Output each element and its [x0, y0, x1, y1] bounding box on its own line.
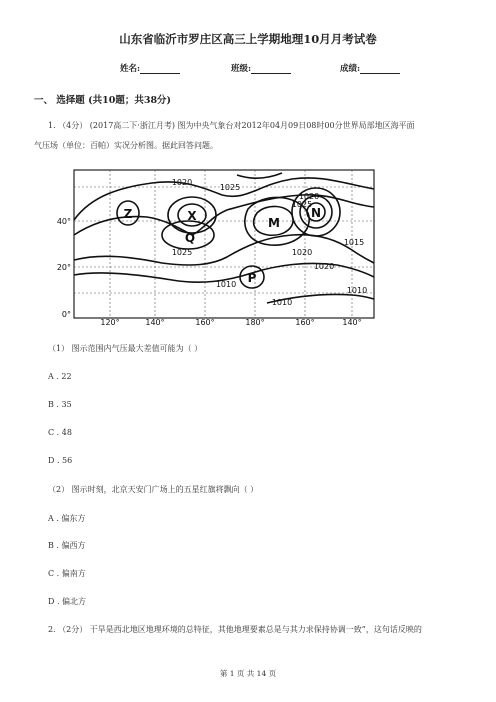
center-m: M	[268, 216, 280, 230]
option-1c: C . 48	[48, 428, 72, 437]
center-z: Z	[123, 207, 133, 221]
option-1d: D . 56	[48, 456, 73, 465]
class-blank	[251, 64, 291, 74]
name-blank	[140, 64, 180, 74]
score-blank	[360, 64, 400, 74]
lon-label: 180°	[245, 318, 265, 325]
name-label: 姓名:	[120, 64, 141, 74]
center-q: Q	[184, 231, 196, 245]
score-field	[340, 62, 400, 74]
option-2a: A . 偏东方	[48, 514, 86, 523]
option-2c: C . 偏南方	[48, 569, 86, 578]
isobar-label: 1020	[291, 248, 313, 257]
isobar-label: 1025	[219, 183, 241, 192]
center-n: N	[310, 206, 322, 220]
lat-label: 0°	[61, 310, 71, 319]
isobar-label: 1025	[171, 248, 193, 257]
isobar-label: 1010	[215, 280, 237, 289]
isobar-label: 1020	[171, 178, 193, 187]
page-footer: 第 1 页 共 14 页	[219, 669, 277, 678]
lat-label: 40°	[56, 217, 71, 226]
lon-label: 160°	[195, 318, 215, 325]
pressure-map	[52, 165, 392, 325]
option-1a: A . 22	[48, 372, 72, 381]
sub-question-2: （2） 图示时刻，北京天安门广场上的五星红旗将飘向（ ）	[48, 485, 259, 494]
score-label: 成绩:	[340, 64, 361, 74]
center-p: P	[247, 271, 257, 285]
center-x: X	[187, 209, 197, 223]
lat-label: 20°	[56, 263, 71, 272]
isobar-label: 1020	[313, 262, 335, 271]
isobar-label: 1015	[343, 238, 365, 247]
section-heading: 一、 选择题 (共10题；共38分)	[34, 95, 172, 106]
question-1-line-2: 气压场（单位：百帕）实况分析图。据此回答问题。	[34, 141, 218, 150]
option-2d: D . 偏北方	[48, 597, 87, 606]
isobar-label: 1025	[291, 200, 313, 209]
latitude-labels	[57, 217, 71, 319]
isobar-label: 1010	[271, 298, 293, 307]
question-1-line-1: 1. （4分） (2017高二下·浙江月考) 图为中央气象台对2012年04月09日08时00分世界局部地区海平面	[48, 121, 415, 130]
lon-label: 140°	[145, 318, 165, 325]
option-2b: B . 偏西方	[48, 541, 86, 550]
isobar-label: 1020	[298, 192, 320, 201]
name-field	[120, 62, 180, 74]
option-1b: B . 35	[48, 400, 72, 409]
sub-question-1: （1） 图示范围内气压最大差值可能为（ ）	[48, 344, 203, 353]
page-title: 山东省临沂市罗庄区高三上学期地理10月月考试卷	[119, 32, 377, 46]
isobar-label: 1010	[346, 286, 368, 295]
longitude-labels	[100, 318, 361, 325]
lon-label: 160°	[295, 318, 315, 325]
lon-label: 140°	[342, 318, 362, 325]
question-2-line-1: 2. （2分） 干旱是西北地区地理环境的总特征，其他地理要素总是与其力求保持协调一致”，这句话反映的	[48, 625, 422, 634]
lon-label: 120°	[100, 318, 120, 325]
class-field	[231, 62, 291, 74]
class-label: 班级:	[231, 64, 252, 74]
